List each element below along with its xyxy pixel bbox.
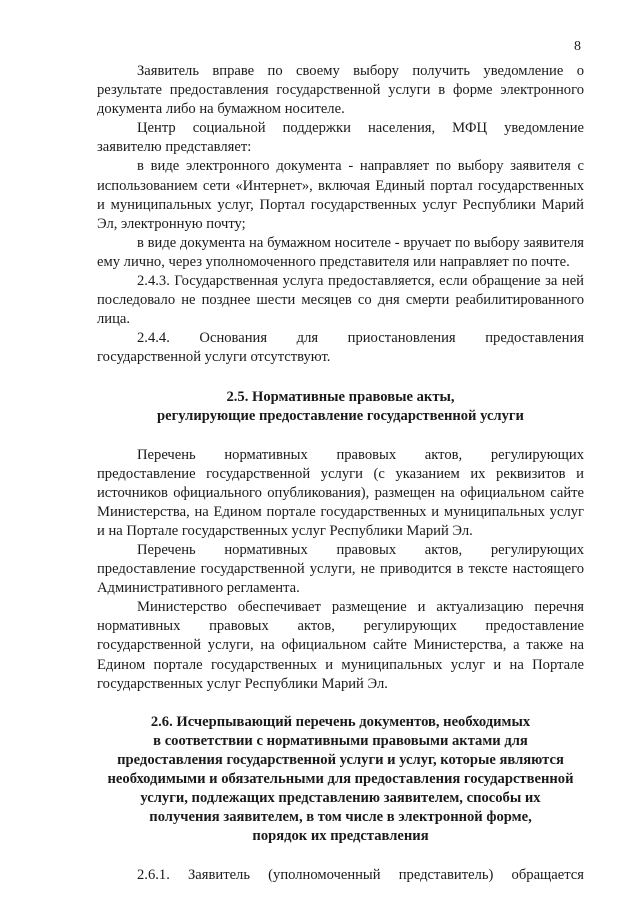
paragraph-notification-choice: Заявитель вправе по своему выбору получить уведомление о результате предоставления государственной услуги в форме электронного документа либо на бумажном носителе. bbox=[97, 63, 584, 118]
paragraph-acts-list-not-included: Перечень нормативных правовых актов, регулирующих предоставление государственной услуги, не приводится в тексте настоящего Административного регламента. bbox=[97, 541, 584, 597]
section-heading-2-6-line1: 2.6. Исчерпывающий перечень документов, необходимых bbox=[150, 713, 531, 730]
paragraph-ministry-updates: Министерство обеспечивает размещение и актуализацию перечня нормативных правовых актов, регулирующих предоставление государственной услуги, на официальном сайте Министерства, а также на Едином портале государственных и муниципальных услуг и на Портале государственных услуг Республики Марий Эл. bbox=[97, 599, 584, 692]
paragraph-notification-provider: Центр социальной поддержки населения, МФЦ уведомление заявителю представляет: bbox=[97, 120, 584, 156]
section-heading-2-6-line2: в соответствии с нормативными правовыми актами для bbox=[153, 732, 528, 749]
section-heading-2-6-line5: услуги, подлежащих представлению заявителем, способы их bbox=[140, 789, 541, 806]
section-heading-2-6-line7: порядок их представления bbox=[252, 827, 429, 844]
section-heading-2-6-line3: предоставления государственной услуги и услуг, которые являются bbox=[117, 751, 564, 768]
paragraph-acts-list-published: Перечень нормативных правовых актов, регулирующих предоставление государственной услуги (с указанием их реквизитов и источников официального опубликования), размещен на официальном сайте Министерства, на Едином портале государственных и муниципальных услуг и на Портале государственных услуг Республики Марий Эл. bbox=[97, 446, 584, 539]
section-heading-2-5-line1: 2.5. Нормативные правовые акты, bbox=[226, 388, 455, 405]
document-body bbox=[97, 62, 584, 885]
paragraph-2-6-1: 2.6.1. Заявитель (уполномоченный представитель) обращается bbox=[137, 866, 584, 883]
section-heading-2-5-line2: регулирующие предоставление государственной услуги bbox=[157, 407, 524, 424]
section-heading-2-6-line6: получения заявителем, в том числе в электронной форме, bbox=[149, 808, 532, 825]
section-heading-2-6-line4: необходимыми и обязательными для предоставления государственной bbox=[107, 770, 574, 787]
paragraph-paper-form: в виде документа на бумажном носителе - вручает по выбору заявителя ему лично, через уполномоченного представителя или направляет по почте. bbox=[97, 234, 584, 270]
page-number: 8 bbox=[574, 39, 581, 54]
paragraph-2-4-3: 2.4.3. Государственная услуга предоставляется, если обращение за ней последовало не позднее шести месяцев со дня смерти реабилитированного лица. bbox=[97, 273, 584, 328]
paragraph-electronic-form: в виде электронного документа - направляет по выбору заявителя с использованием сети «Интернет», включая Единый портал государственных и муниципальных услуг, Портал государственных услуг Республики Марий Эл, электронную почту; bbox=[97, 158, 584, 232]
paragraph-2-4-4: 2.4.4. Основания для приостановления предоставления государственной услуги отсутствуют. bbox=[97, 330, 584, 366]
